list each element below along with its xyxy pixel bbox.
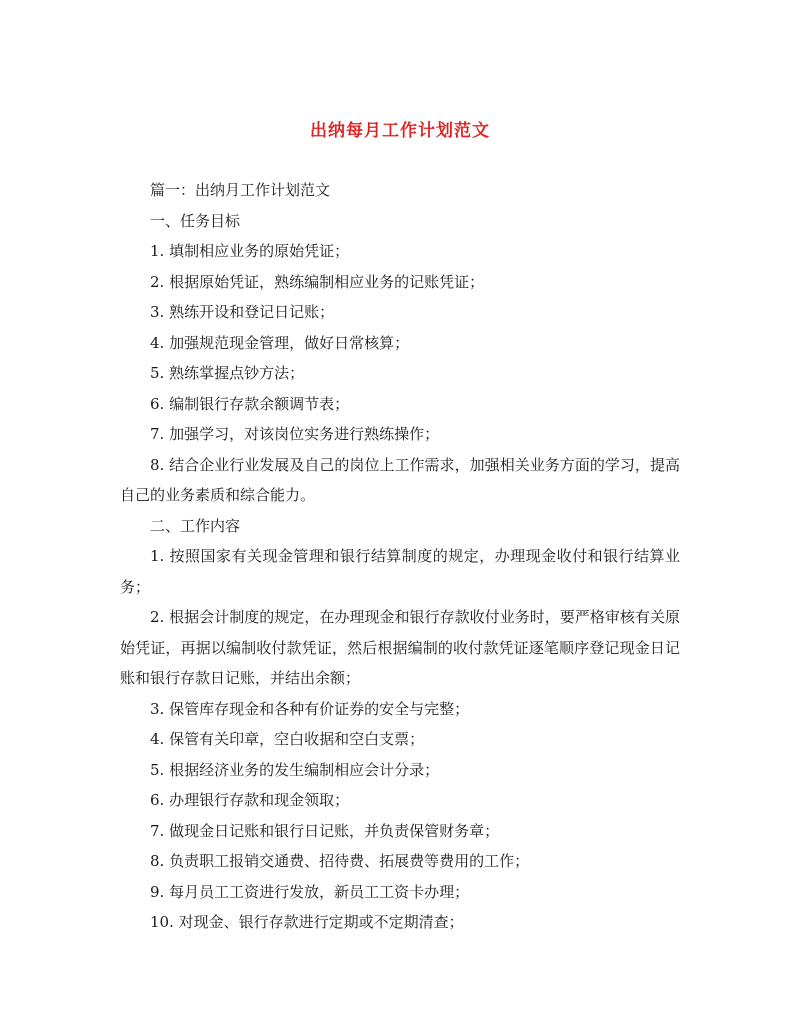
list-item: 3. 保管库存现金和各种有价证券的安全与完整； (150, 699, 470, 718)
list-item: 9. 每月员工工资进行发放，新员工工资卡办理； (150, 882, 470, 901)
list-item: 1. 填制相应业务的原始凭证； (150, 242, 350, 260)
document-title: 出纳每月工作计划范文 (310, 121, 490, 141)
list-item: 2. 根据原始凭证，熟练编制相应业务的记账凭证； (150, 272, 485, 291)
document-body (120, 175, 680, 938)
list-item: 4. 保管有关印章，空白收据和空白支票； (150, 730, 425, 748)
list-item: 2. 根据会计制度的规定，在办理现金和银行存款收付业务时，要严格审核有关原始凭证，再据以编制收付款凭证，然后根据编制的收付款凭证逐笔顺序登记现金日记账和银行存款日记账，并结出余额； (120, 608, 680, 687)
section-heading-part-one: 篇一：出纳月工作计划范文 (150, 181, 331, 199)
list-item: 6. 编制银行存款余额调节表； (150, 394, 350, 413)
section-heading-work-content: 二、工作内容 (150, 516, 241, 535)
list-item: 5. 根据经济业务的发生编制相应会计分录； (150, 760, 440, 779)
list-item: 4. 加强规范现金管理，做好日常核算； (150, 333, 410, 352)
list-item: 1. 按照国家有关现金管理和银行结算制度的规定，办理现金收付和银行结算业务； (120, 547, 680, 596)
list-item: 8. 负责职工报销交通费、招待费、拓展费等费用的工作； (150, 852, 530, 870)
list-item: 8. 结合企业行业发展及自己的岗位上工作需求，加强相关业务方面的学习，提高自己的业务素质和综合能力。 (120, 455, 680, 504)
list-item: 6. 办理银行存款和现金领取； (150, 791, 350, 809)
list-item: 3. 熟练开设和登记日记账； (150, 303, 335, 321)
list-item: 5. 熟练掌握点钞方法； (150, 364, 305, 382)
list-item: 7. 做现金日记账和银行日记账，并负责保管财务章； (150, 821, 500, 840)
list-item: 7. 加强学习，对该岗位实务进行熟练操作； (150, 425, 440, 443)
section-heading-task-goals: 一、任务目标 (150, 211, 241, 230)
list-item: 10. 对现金、银行存款进行定期或不定期清查； (150, 913, 464, 931)
